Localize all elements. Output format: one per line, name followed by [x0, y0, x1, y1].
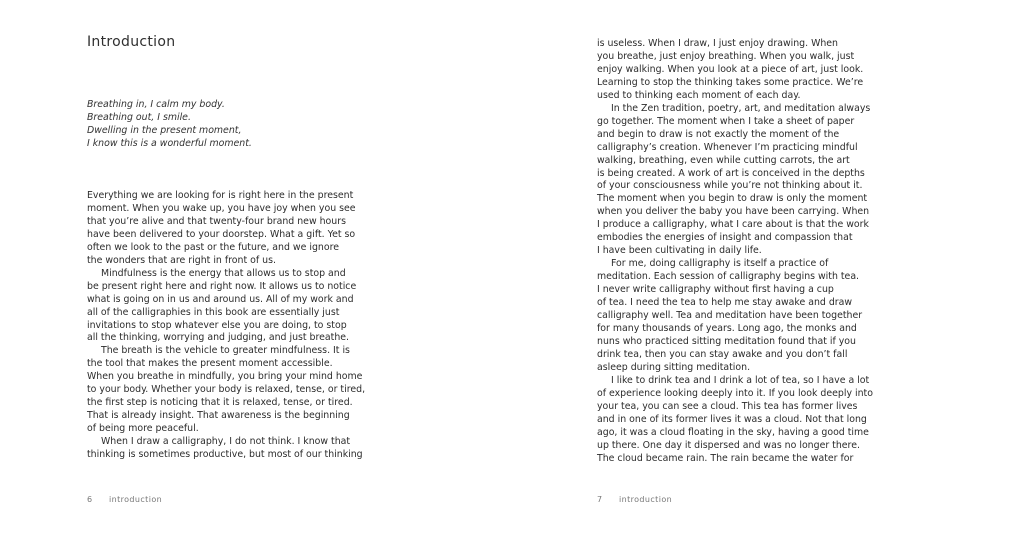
- text-line: Mindfulness is the energy that allows us to stop and: [101, 267, 346, 279]
- epigraph-line: Dwelling in the present moment,: [87, 125, 242, 136]
- text-line: embodies the energies of insight and compassion that: [597, 232, 853, 244]
- text-line: nuns who practiced sitting meditation found that if you: [597, 335, 856, 347]
- text-line: to your body. Whether your body is relaxed, tense, or tired,: [87, 384, 366, 396]
- text-line: When you breathe in mindfully, you bring your mind home: [87, 371, 363, 383]
- text-line: In the Zen tradition, poetry, art, and meditation always: [611, 102, 871, 114]
- text-line: have been delivered to your doorstep. What a gift. Yet so: [87, 228, 356, 240]
- text-line: be present right here and right now. It allows us to notice: [87, 280, 357, 292]
- text-line: often we look to the past or the future, and we ignore: [87, 241, 339, 253]
- epigraph-line: Breathing out, I smile.: [87, 112, 191, 123]
- text-line: asleep during sitting meditation.: [597, 361, 751, 373]
- text-line: used to thinking each moment of each day.: [597, 89, 801, 101]
- text-line: up there. One day it dispersed and was no longer there.: [597, 439, 860, 451]
- text-line: The moment when you begin to draw is only the moment: [597, 193, 868, 205]
- text-line: Learning to stop the thinking takes some practice. We’re: [597, 76, 864, 88]
- page-number: 6: [87, 495, 93, 504]
- epigraph-line: I know this is a wonderful moment.: [87, 138, 252, 149]
- text-line: drink tea, then you can stay awake and you don’t fall: [597, 348, 848, 360]
- text-line: of being more peaceful.: [87, 423, 199, 435]
- right-body-text: [597, 38, 882, 465]
- text-line: all of the calligraphies in this book are essentially just: [87, 306, 340, 318]
- text-line: is useless. When I draw, I just enjoy drawing. When: [597, 38, 838, 49]
- page-number: 7: [597, 495, 603, 504]
- text-line: I never write calligraphy without first having a cup: [597, 284, 834, 296]
- text-line: that you’re alive and that twenty-four brand new hours: [87, 215, 346, 227]
- epigraph-line: Breathing in, I calm my body.: [87, 99, 225, 110]
- text-line: and begin to draw is not exactly the moment of the: [597, 128, 840, 140]
- text-line: and in one of its former lives it was a cloud. Not that long: [597, 413, 867, 425]
- text-line: The cloud became rain. The rain became the water for: [597, 452, 854, 464]
- text-line: meditation. Each session of calligraphy begins with tea.: [597, 271, 860, 283]
- text-line: I have been cultivating in daily life.: [597, 245, 762, 257]
- text-line: your tea, you can see a cloud. This tea has former lives: [597, 400, 858, 412]
- text-line: what is going on in us and around us. All of my work and: [87, 293, 354, 305]
- epigraph: [87, 98, 387, 150]
- running-footer: introduction: [619, 495, 673, 504]
- text-line: you breathe, just enjoy breathing. When you walk, just: [597, 50, 855, 62]
- text-line: the first step is noticing that it is relaxed, tense, or tired.: [87, 397, 353, 409]
- text-line: moment. When you wake up, you have joy when you see: [87, 202, 356, 214]
- text-line: The breath is the vehicle to greater mindfulness. It is: [101, 345, 350, 357]
- text-line: thinking is sometimes productive, but most of our thinking: [87, 449, 363, 461]
- text-line: That is already insight. That awareness is the beginning: [87, 410, 350, 422]
- text-line: of tea. I need the tea to help me stay awake and draw: [597, 297, 853, 309]
- text-line: calligraphy’s creation. Whenever I’m practicing mindful: [597, 141, 858, 153]
- text-line: I produce a calligraphy, what I care about is that the work: [597, 219, 869, 231]
- text-line: is being created. A work of art is conceived in the depths: [597, 167, 865, 179]
- text-line: for many thousands of years. Long ago, the monks and: [597, 322, 857, 334]
- running-footer: introduction: [109, 495, 163, 504]
- text-line: I like to drink tea and I drink a lot of tea, so I have a lot: [611, 374, 870, 386]
- chapter-title: Introduction: [87, 34, 176, 50]
- text-line: of your consciousness while you’re not thinking about it.: [597, 180, 863, 192]
- left-body-text: [87, 190, 367, 462]
- text-line: Everything we are looking for is right here in the present: [87, 190, 354, 201]
- text-line: walking, breathing, even while cutting carrots, the art: [597, 154, 850, 166]
- text-line: ago, it was a cloud floating in the sky, having a good time: [597, 426, 869, 438]
- text-line: When I draw a calligraphy, I do not think. I know that: [101, 436, 351, 448]
- right-page: [510, 0, 1020, 538]
- text-line: when you deliver the baby you have been carrying. When: [597, 206, 870, 218]
- text-line: enjoy walking. When you look at a piece of art, just look.: [597, 63, 864, 75]
- text-line: calligraphy well. Tea and meditation have been together: [597, 310, 863, 322]
- text-line: invitations to stop whatever else you are doing, to stop: [87, 319, 347, 331]
- text-line: go together. The moment when I take a sheet of paper: [597, 115, 855, 127]
- text-line: all the thinking, worrying and judging, and just breathe.: [87, 332, 350, 344]
- text-line: For me, doing calligraphy is itself a practice of: [611, 258, 829, 270]
- text-line: the tool that makes the present moment accessible.: [87, 358, 333, 370]
- text-line: of experience looking deeply into it. If you look deeply into: [597, 387, 873, 399]
- text-line: the wonders that are right in front of us.: [87, 254, 276, 266]
